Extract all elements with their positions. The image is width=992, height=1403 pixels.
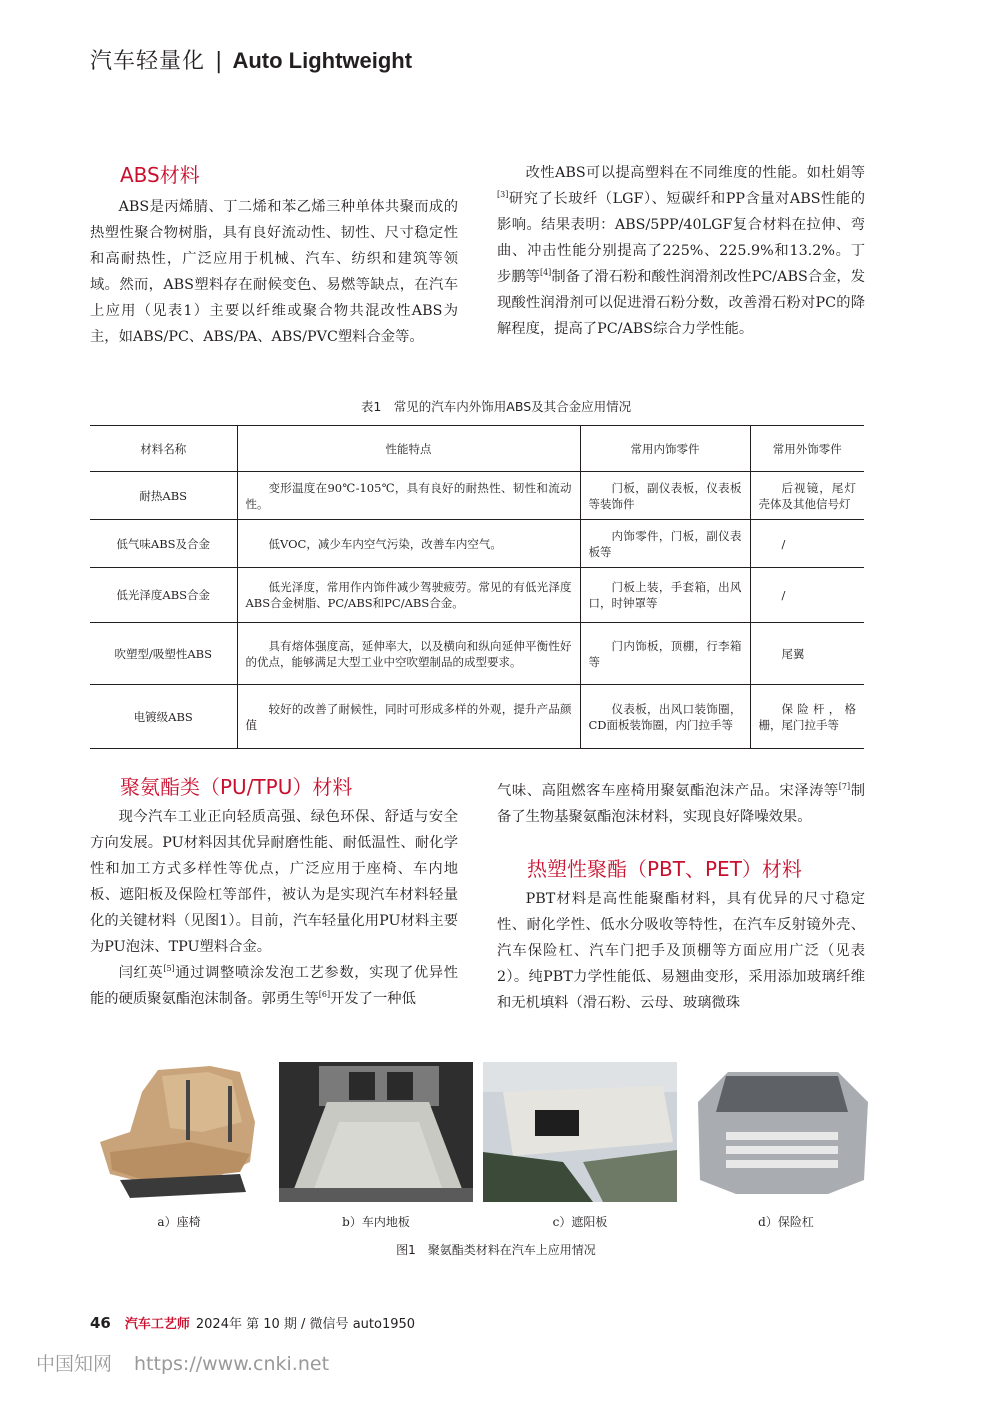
cell-properties: 具有熔体强度高，延伸率大，以及横向和纵向延伸平衡性好的优点，能够满足大型工业中空吹塑制品的成型要求。 [237, 623, 580, 685]
cell-exterior: 尾翼 [750, 623, 864, 685]
header-material: 材料名称 [90, 426, 237, 472]
figure-caption-a: a）座椅 [157, 1215, 201, 1229]
reference-7: [7] [838, 782, 851, 792]
header-separator: | [215, 49, 223, 74]
table-caption: 表1 常见的汽车内外饰用ABS及其合金应用情况 [360, 399, 632, 414]
paragraph-pu-research: 闫红英[5]通过调整喷涂发泡工艺参数，实现了优异性能的硬质聚氨酯泡沫制备。郭勇生等[6]开发了一种低 [90, 964, 459, 1007]
cell-material: 低光泽度ABS合金 [90, 568, 237, 623]
figure-bumper-photo [688, 1062, 876, 1202]
abs-applications-table [90, 425, 864, 749]
left-column-bottom [90, 772, 458, 1012]
header-interior-parts: 常用内饰零件 [580, 426, 750, 472]
cell-interior: 门板，副仪表板，仪表板等装饰件 [580, 472, 750, 520]
reference-6: [6] [318, 990, 331, 1000]
cnki-watermark [36, 1349, 329, 1376]
cell-material: 电镀级ABS [90, 685, 237, 749]
reference-4: [4] [539, 268, 552, 278]
issue-info: 2024年 第 10 期 / 微信号 auto1950 [195, 1317, 416, 1332]
page-footer [90, 1313, 415, 1332]
paragraph-pbt-intro: PBT材料是高性能聚酯材料，具有优异的尺寸稳定性、耐化学性、低水分吸收等特性，在汽车反射镜外壳、汽车保险杠、汽车门把手及顶棚等方面应用广泛（见表2）。纯PBT力学性能低、易翘曲变形，采用添加玻璃纤维和无机填料（滑石粉、云母、玻璃微珠 [497, 891, 865, 1011]
figure-caption-d: d）保险杠 [758, 1215, 814, 1229]
figure-title: 图1 聚氨酯类材料在汽车上应用情况 [396, 1243, 596, 1257]
header-properties: 性能特点 [237, 426, 580, 472]
header-section-en: Auto Lightweight [232, 48, 413, 73]
right-column-top [497, 160, 865, 342]
cell-interior: 门板上装，手套箱，出风口，时钟罩等 [580, 568, 750, 623]
section-heading-pbt: 热塑性聚酯（PBT、PET）材料 [527, 857, 802, 881]
figure-sun-visor-photo [483, 1062, 677, 1202]
cell-interior: 门内饰板，顶棚，行李箱等 [580, 623, 750, 685]
paragraph-pu-intro: 现今汽车工业正向轻质高强、绿色环保、舒适与安全方向发展。PU材料因其优异耐磨性能、耐低温性、耐化学性和加工方式多样性等优点，广泛应用于座椅、车内地板、遮阳板及保险杠等部件，被认为是实现汽车材料轻量化的关键材料（见图1）。目前，汽车轻量化用PU材料主要为PU泡沫、TPU塑料合金。 [90, 809, 458, 955]
paragraph-pu-continued: 气味、高阻燃客车座椅用聚氨酯泡沫产品。宋泽涛等[7]制备了生物基聚氨酯泡沫材料，实现良好降噪效果。 [497, 782, 866, 825]
table-row [90, 520, 864, 568]
cell-interior: 内饰零件，门板，副仪表板等 [580, 520, 750, 568]
cell-interior: 仪表板，出风口装饰圈，CD面板装饰圈，内门拉手等 [580, 685, 750, 749]
cell-properties: 变形温度在90℃-105℃，具有良好的耐热性、韧性和流动性。 [237, 472, 580, 520]
table-header-row [90, 426, 864, 472]
header-section-cn: 汽车轻量化 [90, 49, 206, 74]
cell-material: 低气味ABS及合金 [90, 520, 237, 568]
running-header [90, 44, 412, 75]
cell-exterior: / [750, 520, 864, 568]
table-row [90, 472, 864, 520]
paragraph-abs-intro: ABS是丙烯腈、丁二烯和苯乙烯三种单体共聚而成的热塑性聚合物树脂，具有良好流动性、韧性、尺寸稳定性和高耐热性，广泛应用于机械、汽车、纺织和建筑等领域。然而，ABS塑料存在耐候变色、易燃等缺点，在汽车上应用（见表1）主要以纤维或聚合物共混改性ABS为主，如ABS/PC、ABS/PA、ABS/PVC塑料合金等。 [90, 199, 458, 345]
table-row [90, 568, 864, 623]
cell-material: 吹塑型/吸塑性ABS [90, 623, 237, 685]
cell-properties: 较好的改善了耐候性，同时可形成多样的外观，提升产品颜值 [237, 685, 580, 749]
watermark-cn: 中国知网 [36, 1353, 113, 1375]
cell-exterior: 后视镜，尾灯壳体及其他信号灯 [750, 472, 864, 520]
cell-material: 耐热ABS [90, 472, 237, 520]
section-heading-pu: 聚氨酯类（PU/TPU）材料 [120, 775, 353, 799]
table-row [90, 685, 864, 749]
cell-exterior: / [750, 568, 864, 623]
page-number: 46 [90, 1314, 111, 1332]
table-row [90, 623, 864, 685]
reference-5: [5] [163, 964, 175, 974]
magazine-name: 汽车工艺师 [124, 1317, 190, 1332]
figure-caption-b: b）车内地板 [342, 1215, 410, 1229]
cell-properties: 低VOC，减少车内空气污染，改善车内空气。 [237, 520, 580, 568]
watermark-url: https://www.cnki.net [134, 1353, 330, 1375]
reference-3: [3] [497, 190, 509, 200]
cell-properties: 低光泽度，常用作内饰件减少驾驶疲劳。常见的有低光泽度ABS合金树脂、PC/ABS和PC/ABS合金。 [237, 568, 580, 623]
figure-floor-photo [279, 1062, 473, 1202]
figure-caption-c: c）遮阳板 [552, 1215, 608, 1229]
left-column-top [90, 160, 458, 350]
section-heading-abs: ABS材料 [120, 163, 200, 187]
figure-seat-photo [90, 1062, 268, 1202]
header-exterior-parts: 常用外饰零件 [750, 426, 864, 472]
right-column-bottom [497, 778, 865, 1016]
paragraph-abs-modified: 改性ABS可以提高塑料在不同维度的性能。如杜娟等[3]研究了长玻纤（LGF）、短碳纤和PP含量对ABS性能的影响。结果表明：ABS/5PP/40LGF复合材料在拉伸、弯曲、冲击性能分别提高了225%、225.9%和13.2%。丁步鹏等[4]制备了滑石粉和酸性润滑剂改性PC/ABS合金，发现酸性润滑剂可以促进滑石粉分数，改善滑石粉对PC的降解程度，提高了PC/ABS综合力学性能。 [497, 165, 866, 337]
cell-exterior: 保险杆，格栅，尾门拉手等 [750, 685, 864, 749]
